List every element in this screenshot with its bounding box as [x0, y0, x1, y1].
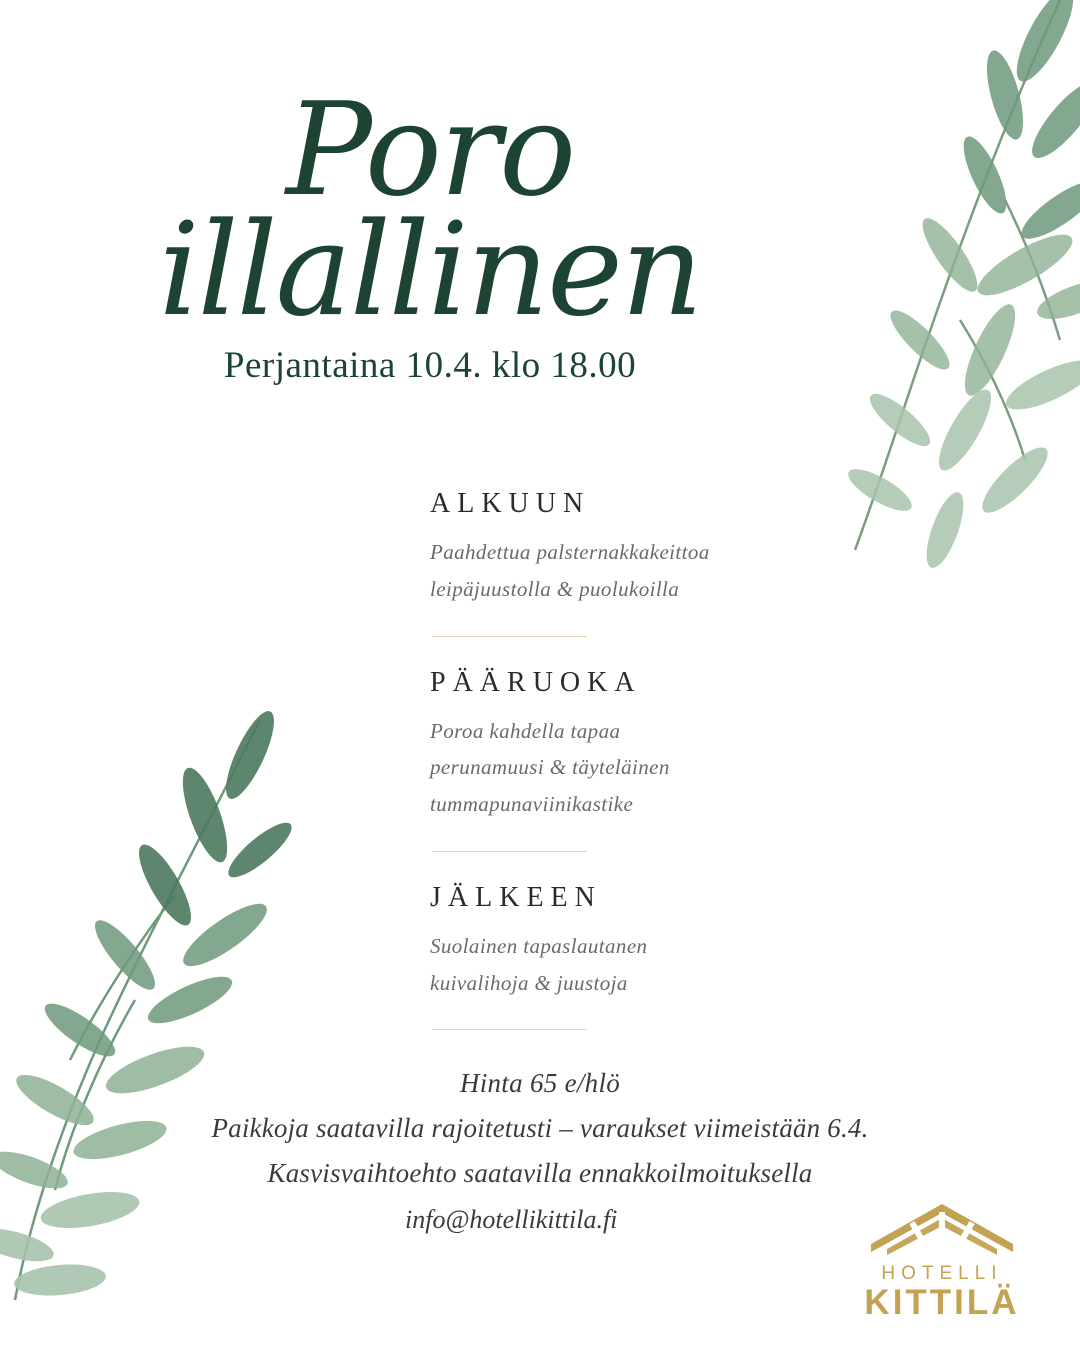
menu-course	[430, 882, 850, 1002]
menu-list	[430, 488, 850, 1060]
course-description-line: tummapunaviinikastike	[430, 792, 634, 816]
course-title: PÄÄRUOKA	[430, 666, 642, 698]
section-divider	[432, 636, 587, 637]
vegetarian-option-text: Kasvisvaihtoehto saatavilla ennakkoilmoituksella	[267, 1158, 813, 1188]
course-description-line: Suolainen tapaslautanen	[430, 933, 648, 958]
menu-course	[430, 488, 850, 608]
logo-top-text: HOTELLI	[881, 1263, 1003, 1285]
course-description-line: leipäjuustolla & puolukoilla	[430, 576, 680, 601]
section-divider	[432, 1029, 587, 1030]
course-description-line: Poroa kahdella tapaa	[430, 718, 621, 743]
event-datetime: Perjantaina 10.4. klo 18.00	[223, 344, 637, 386]
course-description-line: Paahdettua palsternakkakeittoa	[430, 540, 710, 564]
roof-logo-icon	[867, 1202, 1017, 1258]
logo-bottom-text: KITTILÄ	[864, 1283, 1020, 1323]
page-title-line-1: Poro	[285, 76, 575, 225]
hotel-logo	[862, 1202, 1022, 1322]
course-title: ALKUUN	[430, 488, 591, 519]
section-divider	[432, 851, 587, 852]
course-description-line: perunamuusi & täyteläinen	[430, 755, 670, 780]
price-text: Hinta 65 e/hlö	[459, 1068, 621, 1098]
page-title-line-2: illallinen	[158, 195, 702, 345]
course-title: JÄLKEEN	[430, 881, 602, 913]
menu-course	[430, 667, 850, 823]
availability-text: Paikkoja saatavilla rajoitetusti – varaukset viimeistään 6.4.	[211, 1113, 869, 1143]
contact-email[interactable]: info@hotellikittila.fi	[405, 1205, 618, 1234]
poster-header	[0, 76, 860, 387]
course-description-line: kuivalihoja & juustoja	[430, 970, 628, 995]
